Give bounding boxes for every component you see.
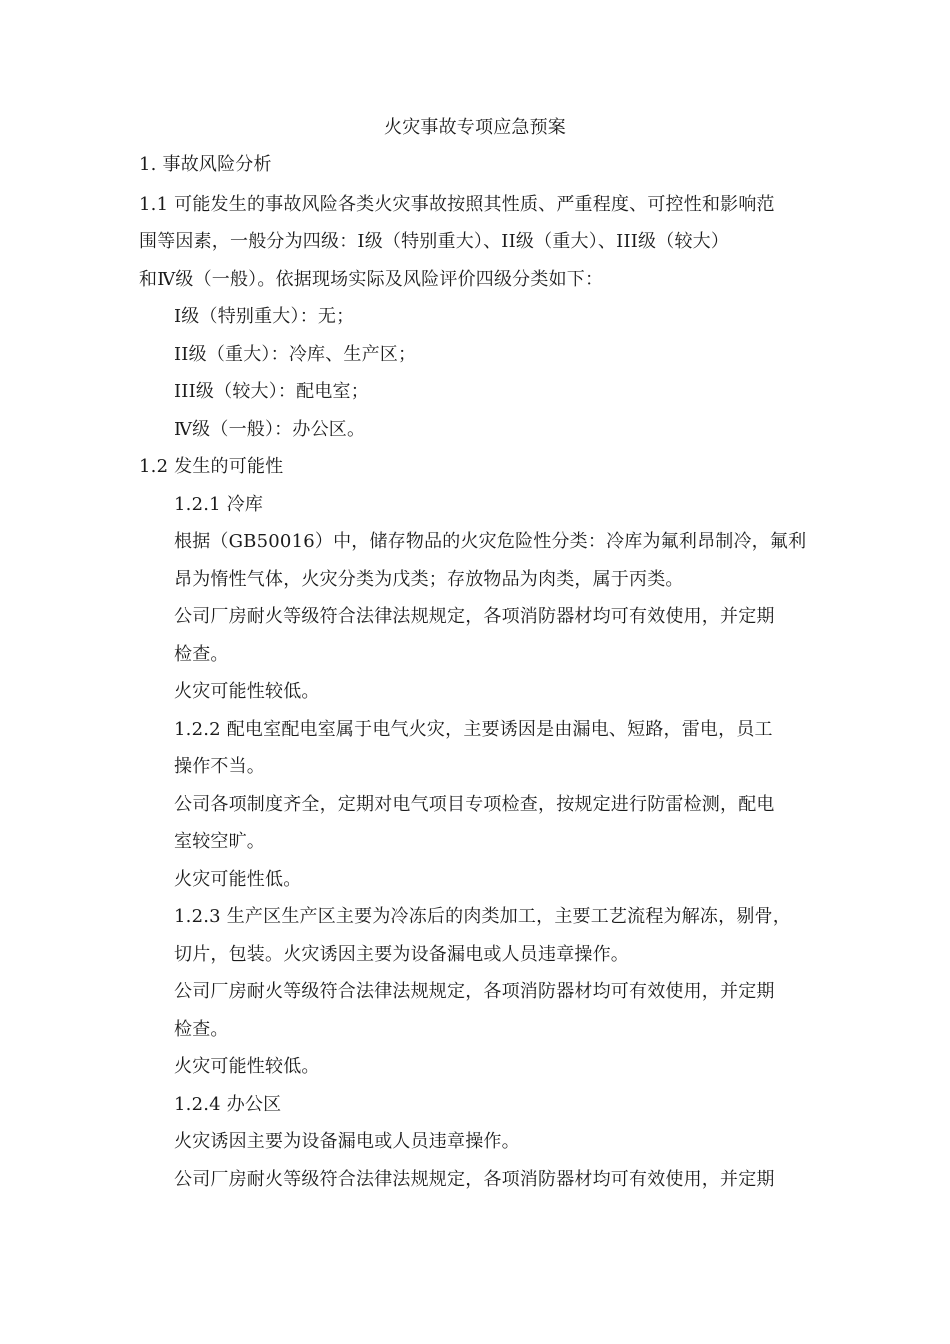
subsection-heading: 1.2.4 办公区 bbox=[174, 1094, 282, 1115]
paragraph-line: 围等因素，一般分为四级：Ⅰ级（特别重大）、II级（重大）、III级（较大） bbox=[139, 231, 730, 252]
paragraph-line: 火灾可能性较低。 bbox=[174, 1056, 320, 1077]
paragraph-line: 公司厂房耐火等级符合法律法规规定，各项消防器材均可有效使用，并定期 bbox=[174, 1169, 775, 1190]
paragraph-line: 1.1 可能发生的事故风险各类火灾事故按照其性质、严重程度、可控性和影响范 bbox=[139, 194, 775, 215]
level-item: III级（较大）：配电室； bbox=[174, 381, 369, 402]
paragraph-line: 室较空旷。 bbox=[174, 831, 265, 852]
paragraph-line: 检查。 bbox=[174, 644, 229, 665]
paragraph-line: 公司各项制度齐全，定期对电气项目专项检查，按规定进行防雷检测，配电 bbox=[174, 794, 775, 815]
paragraph-line: 操作不当。 bbox=[174, 756, 265, 777]
paragraph-line: 根据（GB50016）中，储存物品的火灾危险性分类：冷库为氟利昂制冷，氟利 bbox=[174, 531, 807, 552]
subsection-heading: 1.2.1 冷库 bbox=[174, 494, 264, 515]
level-item: Ⅳ级（一般）：办公区。 bbox=[174, 419, 366, 440]
paragraph-line: 火灾可能性较低。 bbox=[174, 681, 320, 702]
paragraph-line: 检查。 bbox=[174, 1019, 229, 1040]
paragraph-line: 昂为惰性气体，火灾分类为戊类；存放物品为肉类，属于丙类。 bbox=[174, 569, 684, 590]
level-item: Ⅰ级（特别重大）：无； bbox=[174, 306, 355, 327]
paragraph-line: 火灾诱因主要为设备漏电或人员违章操作。 bbox=[174, 1131, 520, 1152]
paragraph-line: 火灾可能性低。 bbox=[174, 869, 302, 890]
document-title: 火灾事故专项应急预案 bbox=[384, 117, 566, 138]
paragraph-line: 公司厂房耐火等级符合法律法规规定，各项消防器材均可有效使用，并定期 bbox=[174, 981, 775, 1002]
section-heading: 1. 事故风险分析 bbox=[139, 154, 272, 175]
level-item: II级（重大）：冷库、生产区； bbox=[174, 344, 417, 365]
section-heading: 1.2 发生的可能性 bbox=[139, 456, 284, 477]
paragraph-line: 公司厂房耐火等级符合法律法规规定，各项消防器材均可有效使用，并定期 bbox=[174, 606, 775, 627]
subsection-heading: 1.2.2 配电室配电室属于电气火灾，主要诱因是由漏电、短路，雷电，员工 bbox=[174, 719, 773, 740]
paragraph-line: 切片，包装。火灾诱因主要为设备漏电或人员违章操作。 bbox=[174, 944, 629, 965]
paragraph-line: 和Ⅳ级（一般）。依据现场实际及风险评价四级分类如下： bbox=[139, 269, 604, 290]
subsection-heading: 1.2.3 生产区生产区主要为冷冻后的肉类加工，主要工艺流程为解冻，剔骨， bbox=[174, 906, 791, 927]
